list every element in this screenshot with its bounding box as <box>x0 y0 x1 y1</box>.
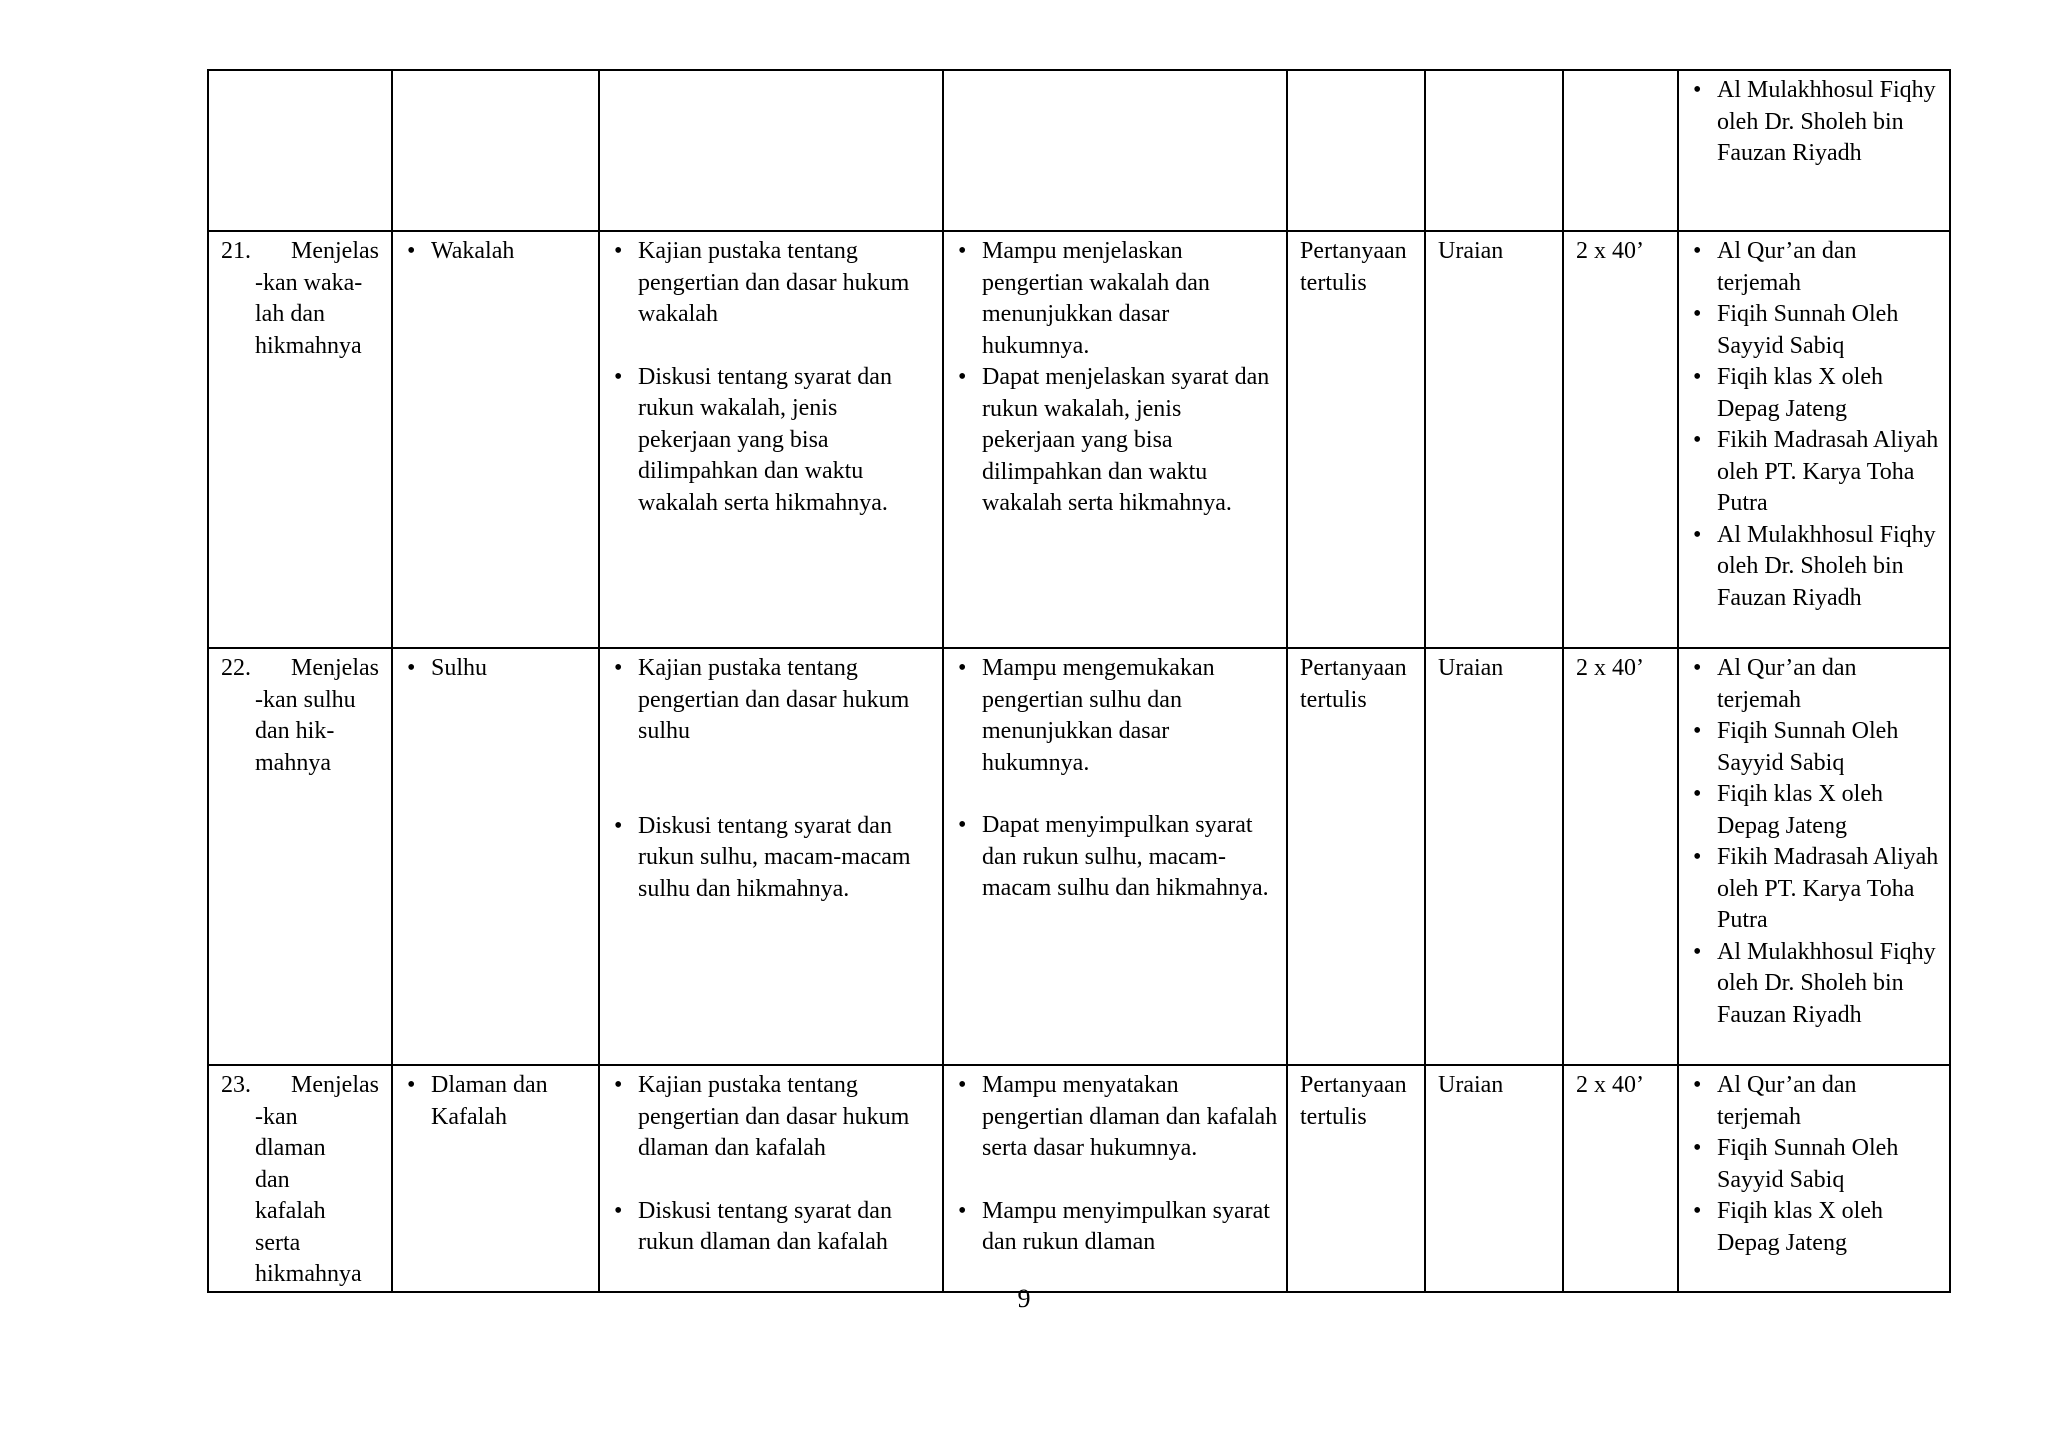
kd-first-word: Menjelas <box>291 238 379 264</box>
kegiatan-list <box>612 1070 936 1259</box>
kegiatan-cell <box>599 70 943 231</box>
materi-list <box>405 653 592 685</box>
materi-list <box>405 236 592 268</box>
kd-cell <box>208 648 392 1065</box>
list-item: • Diskusi tentang syarat dan rukun sulhu, macam-macam sulhu dan hikmahnya. <box>638 811 936 906</box>
list-item: • Kajian pustaka tentang pengertian dan dasar hukum sulhu <box>638 653 936 748</box>
table-row <box>208 70 1950 231</box>
kd-line: dan hik- <box>255 718 335 744</box>
kd-line: -kan sulhu <box>255 686 356 713</box>
list-item: • Mampu mengemukakan pengertian sulhu dan menunjukkan dasar hukumnya. <box>982 653 1280 779</box>
list-item: • Fiqih klas X oleh Depag Jateng <box>1717 779 1943 842</box>
kd-line: hikmahnya <box>255 1261 362 1287</box>
jenis-cell: Pertanyaan tertulis <box>1287 1065 1425 1292</box>
list-item: • Al Qur’an dan terjemah <box>1717 1070 1943 1133</box>
kd-text <box>221 268 385 363</box>
list-item: • Sulhu <box>431 653 592 685</box>
sumber-list <box>1691 236 1943 614</box>
list-item: • Al Qur’an dan terjemah <box>1717 236 1943 299</box>
kd-line: kafalah <box>255 1198 326 1224</box>
list-item: • Diskusi tentang syarat dan rukun dlaman dan kafalah <box>638 1196 936 1259</box>
indikator-cell <box>943 1065 1287 1292</box>
list-item: • Mampu menyatakan pengertian dlaman dan kafalah serta dasar hukumnya. <box>982 1070 1280 1165</box>
kd-line: mahnya <box>255 749 331 776</box>
bentuk-cell <box>1425 70 1563 231</box>
materi-list <box>405 1070 592 1133</box>
list-item: • Fikih Madrasah Aliyah oleh PT. Karya Toha Putra <box>1717 842 1943 937</box>
kd-line: -kan <box>255 1103 298 1130</box>
indikator-cell <box>943 231 1287 648</box>
kd-heading <box>221 236 385 268</box>
kd-text <box>221 1102 385 1291</box>
list-item: • Fiqih klas X oleh Depag Jateng <box>1717 1196 1943 1259</box>
kd-number: 23. <box>221 1072 251 1098</box>
kegiatan-list <box>612 653 936 905</box>
list-item: • Fiqih klas X oleh Depag Jateng <box>1717 362 1943 425</box>
waktu-cell: 2 x 40’ <box>1563 1065 1678 1292</box>
list-item: • Fiqih Sunnah Oleh Sayyid Sabiq <box>1717 299 1943 362</box>
list-item: • Mampu menjelaskan pengertian wakalah dan menunjukkan dasar hukumnya. <box>982 236 1280 362</box>
kd-heading <box>221 653 385 685</box>
materi-cell <box>392 70 599 231</box>
indikator-cell <box>943 648 1287 1065</box>
materi-cell <box>392 648 599 1065</box>
kd-line: -kan waka- <box>255 269 363 296</box>
sumber-cell <box>1678 70 1950 231</box>
sumber-list <box>1691 653 1943 1031</box>
indikator-list <box>956 653 1280 905</box>
kd-line: dan <box>255 1166 290 1193</box>
kd-heading <box>221 1070 385 1102</box>
jenis-cell <box>1287 70 1425 231</box>
list-item: • Fikih Madrasah Aliyah oleh PT. Karya Toha Putra <box>1717 425 1943 520</box>
kegiatan-list <box>612 236 936 519</box>
table-row <box>208 231 1950 648</box>
waktu-cell: 2 x 40’ <box>1563 648 1678 1065</box>
kd-first-word: Menjelas <box>291 655 379 681</box>
waktu-cell: 2 x 40’ <box>1563 231 1678 648</box>
sumber-cell <box>1678 1065 1950 1292</box>
list-item: • Fiqih Sunnah Oleh Sayyid Sabiq <box>1717 1133 1943 1196</box>
list-item: • Al Mulakhhosul Fiqhy oleh Dr. Sholeh bin Fauzan Riyadh <box>1717 937 1943 1032</box>
bentuk-cell: Uraian <box>1425 231 1563 648</box>
kd-first-word: Menjelas <box>291 1072 379 1098</box>
sumber-list <box>1691 1070 1943 1259</box>
bentuk-cell: Uraian <box>1425 1065 1563 1292</box>
kd-cell <box>208 1065 392 1292</box>
kd-line: hikmahnya <box>255 332 362 359</box>
waktu-cell <box>1563 70 1678 231</box>
list-item: • Dlaman dan Kafalah <box>431 1070 592 1133</box>
kegiatan-cell <box>599 231 943 648</box>
kd-number: 21. <box>221 238 251 264</box>
list-item: • Kajian pustaka tentang pengertian dan dasar hukum dlaman dan kafalah <box>638 1070 936 1165</box>
kd-line: dlaman <box>255 1135 326 1161</box>
syllabus-table <box>207 69 1951 1293</box>
table-row <box>208 1065 1950 1292</box>
kd-line: serta <box>255 1229 301 1256</box>
kd-line: lah dan <box>255 301 325 327</box>
kd-cell <box>208 70 392 231</box>
materi-cell <box>392 1065 599 1292</box>
page-number: 9 <box>1017 1284 1031 1313</box>
bentuk-cell: Uraian <box>1425 648 1563 1065</box>
sumber-cell <box>1678 231 1950 648</box>
list-item: • Wakalah <box>431 236 592 268</box>
materi-cell <box>392 231 599 648</box>
sumber-cell <box>1678 648 1950 1065</box>
list-item: • Dapat menyimpulkan syarat dan rukun sulhu, macam-macam sulhu dan hikmahnya. <box>982 810 1280 905</box>
list-item: • Fiqih Sunnah Oleh Sayyid Sabiq <box>1717 716 1943 779</box>
list-item: • Diskusi tentang syarat dan rukun wakalah, jenis pekerjaan yang bisa dilimpahkan dan waktu wakalah serta hikmahnya. <box>638 362 936 520</box>
list-item: • Al Mulakhhosul Fiqhy oleh Dr. Sholeh bin Fauzan Riyadh <box>1717 520 1943 615</box>
list-item: • Al Mulakhhosul Fiqhy oleh Dr. Sholeh bin Fauzan Riyadh <box>1717 75 1943 170</box>
table-row <box>208 648 1950 1065</box>
kd-text <box>221 685 385 780</box>
indikator-list <box>956 236 1280 520</box>
jenis-cell: Pertanyaan tertulis <box>1287 648 1425 1065</box>
indikator-list <box>956 1070 1280 1259</box>
kegiatan-cell <box>599 1065 943 1292</box>
list-item: • Dapat menjelaskan syarat dan rukun wakalah, jenis pekerjaan yang bisa dilimpahkan dan waktu wakalah serta hikmahnya. <box>982 362 1280 520</box>
kd-number: 22. <box>221 655 251 681</box>
list-item: • Kajian pustaka tentang pengertian dan dasar hukum wakalah <box>638 236 936 331</box>
list-item: • Al Qur’an dan terjemah <box>1717 653 1943 716</box>
kd-cell <box>208 231 392 648</box>
kegiatan-cell <box>599 648 943 1065</box>
list-item: • Mampu menyimpulkan syarat dan rukun dlaman <box>982 1196 1280 1259</box>
indikator-cell <box>943 70 1287 231</box>
jenis-cell: Pertanyaan tertulis <box>1287 231 1425 648</box>
sumber-list <box>1691 75 1943 170</box>
